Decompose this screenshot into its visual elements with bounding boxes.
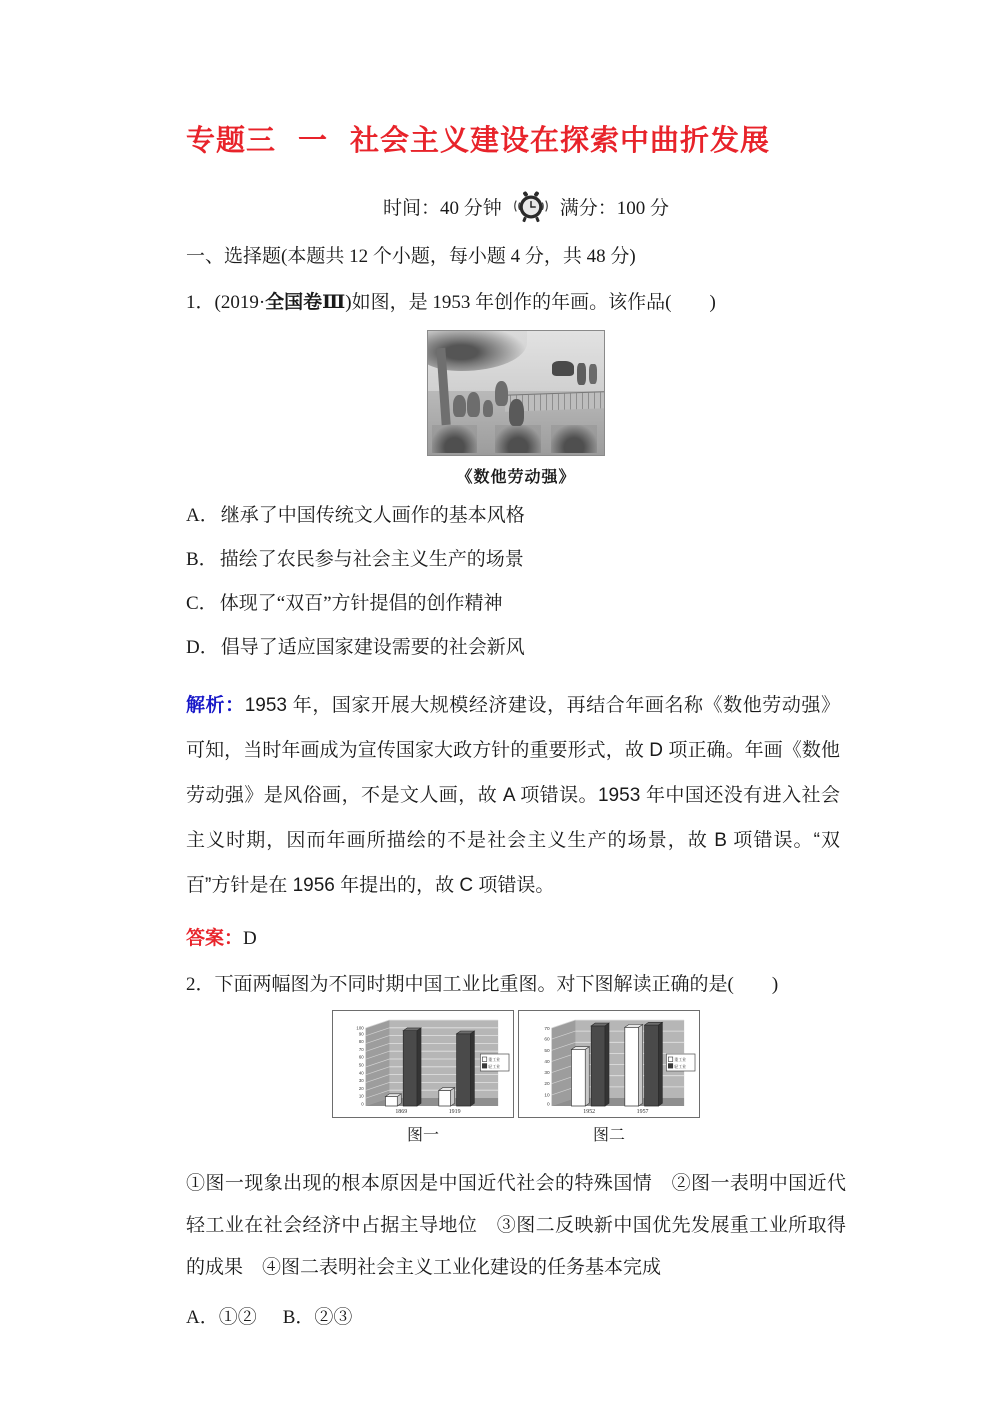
question-1-option-c <box>186 589 846 619</box>
explanation-text: 1953 年，国家开展大规模经济建设，再结合年画名称《数他劳动强》可知，当时年画成为宣传国家大政方针的重要形式，故 D 项正确。年画《数他劳动强》是风俗画，不是文人画，故 A 项错误。1953 年中国还没有进入社会主义时期，因而年画所描绘的不是社会主义生产的场景，故 B 项错误。“双百”方针是在 1956 年提出的，故 C 项错误。 <box>186 695 840 896</box>
svg-text:70: 70 <box>544 1026 550 1032</box>
exam-meta <box>186 187 846 225</box>
chart-one-plot <box>336 1014 510 1114</box>
page-content <box>186 0 846 1333</box>
page-title <box>186 118 846 159</box>
svg-text:50: 50 <box>358 1062 364 1068</box>
question-2-option-b: B．②③ <box>282 1307 353 1328</box>
question-2-statements: ①图一现象出现的根本原因是中国近代社会的特殊国情 ②图一表明中国近代轻工业在社会经济中占据主导地位 ③图二反映新中国优先发展重工业所取得的成果 ④图二表明社会主义工业化建设的任务基本完成 <box>186 1173 846 1278</box>
option-c-text: 体现了“双百”方针提倡的创作精神 <box>219 593 503 614</box>
chart-figure-one <box>332 1010 514 1118</box>
option-a-label: A． <box>186 505 219 526</box>
option-b-text: 描绘了农民参与社会主义生产的场景 <box>219 549 524 570</box>
new-year-painting-image <box>427 330 605 456</box>
question-2-option-a: A．①② <box>186 1307 257 1328</box>
svg-text:重工业: 重工业 <box>488 1057 501 1063</box>
svg-text:60: 60 <box>358 1054 364 1060</box>
question-2-stem: 2．下面两幅图为不同时期中国工业比重图。对下图解读正确的是( ) <box>186 974 779 995</box>
answer-value: D <box>243 928 257 949</box>
svg-text:10: 10 <box>358 1093 364 1099</box>
svg-text:30: 30 <box>544 1071 550 1077</box>
svg-text:轻工业: 轻工业 <box>488 1063 501 1069</box>
question-1-stem-suffix: )如图，是 1953 年创作的年画。该作品( ) <box>345 292 716 313</box>
option-d-label: D． <box>186 637 219 658</box>
alarm-clock-icon <box>508 187 554 225</box>
question-1-stem <box>186 288 846 318</box>
svg-text:0: 0 <box>361 1101 364 1107</box>
question-2-options <box>186 1303 846 1333</box>
explanation-label: 解析： <box>186 695 245 716</box>
svg-text:50: 50 <box>544 1048 550 1054</box>
svg-text:0: 0 <box>547 1102 550 1108</box>
question-1-answer <box>186 924 846 954</box>
svg-text:重工业: 重工业 <box>674 1057 687 1063</box>
option-d-text: 倡导了适应国家建设需要的社会新风 <box>220 637 525 658</box>
svg-text:30: 30 <box>358 1078 364 1084</box>
svg-text:1952: 1952 <box>583 1108 596 1114</box>
title-part-number: 一 <box>298 125 329 157</box>
question-1-option-d <box>186 633 846 663</box>
svg-text:1957: 1957 <box>636 1108 649 1114</box>
svg-text:轻工业: 轻工业 <box>674 1063 687 1069</box>
svg-text:20: 20 <box>358 1085 364 1091</box>
chart-two-caption: 图二 <box>592 1127 625 1144</box>
svg-text:90: 90 <box>358 1031 364 1037</box>
question-1-option-b <box>186 545 846 575</box>
chart-two-plot <box>522 1014 696 1114</box>
question-1-stem-prefix: 1．(2019· <box>186 292 266 313</box>
answer-label: 答案： <box>186 928 244 949</box>
chart-captions <box>186 1122 846 1145</box>
painting-caption: 《数他劳动强》 <box>456 469 576 486</box>
svg-text:40: 40 <box>544 1059 550 1065</box>
svg-text:60: 60 <box>544 1037 550 1043</box>
exam-time: 时间：40 分钟 <box>382 197 502 219</box>
question-1-explanation <box>186 683 840 908</box>
title-part-topic: 专题三 <box>186 125 277 157</box>
option-b-label: B． <box>186 549 218 570</box>
question-1-source: 全国卷Ⅲ <box>265 292 346 313</box>
question-2-charts <box>186 1010 846 1118</box>
chart-one-caption: 图一 <box>406 1127 439 1144</box>
option-a-text: 继承了中国传统文人画作的基本风格 <box>220 505 525 526</box>
question-1-figure <box>186 330 846 487</box>
svg-text:1919: 1919 <box>448 1108 461 1114</box>
svg-text:70: 70 <box>358 1046 364 1052</box>
chart-figure-two <box>518 1010 700 1118</box>
svg-text:40: 40 <box>358 1070 364 1076</box>
svg-text:100: 100 <box>356 1025 364 1031</box>
section-heading: 一、选择题(本题共 12 个小题，每小题 4 分，共 48 分) <box>186 246 636 267</box>
svg-text:1869: 1869 <box>395 1108 408 1114</box>
svg-text:10: 10 <box>544 1093 550 1099</box>
title-part-subject: 社会主义建设在探索中曲折发展 <box>350 125 771 157</box>
exam-total-score: 满分：100 分 <box>559 197 670 219</box>
option-c-label: C． <box>186 593 218 614</box>
svg-text:20: 20 <box>544 1082 550 1088</box>
question-1-option-a <box>186 501 846 531</box>
svg-text:80: 80 <box>358 1039 364 1045</box>
